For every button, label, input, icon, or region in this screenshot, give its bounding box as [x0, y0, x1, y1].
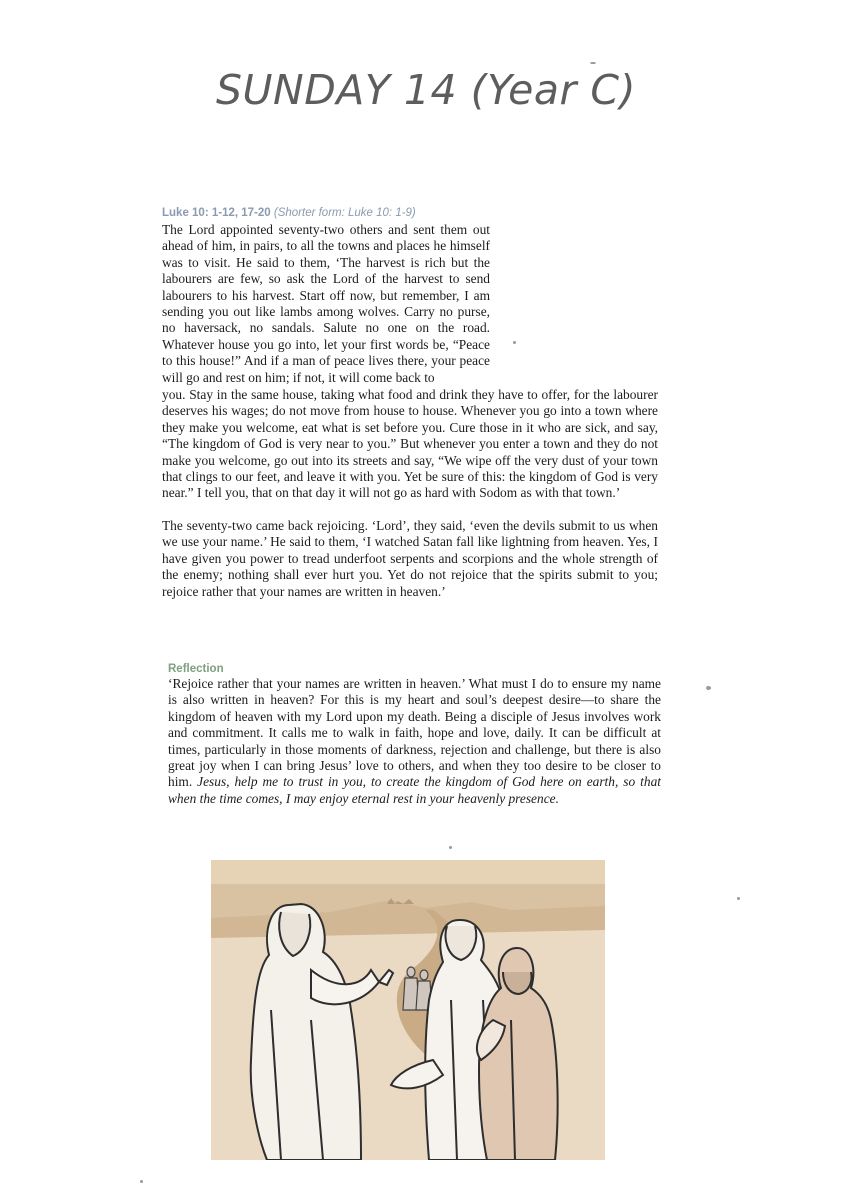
reference-citation: Luke 10: 1-12, 17-20	[162, 207, 271, 219]
scan-speck	[737, 897, 740, 900]
gospel-paragraph-2: you. Stay in the same house, taking what food and drink they have to offer, for the labourer deserves his wages; do not move from house to house. Whenever you go into a town where they make you welcome, eat what is set before you. Cure those in it who are sick, and say, “The kingdom of God is very near to you.” But whenever you enter a town and they do not make you welcome, go out into its streets and say, “We wipe off the very dust of your town that clings to our feet, and leave it with you. Yet be sure of this: the kingdom of God is very near.” I tell you, that on that day it will not go as hard with Sodom as with that town.’	[162, 387, 658, 501]
reflection-text	[168, 676, 661, 807]
jesus-disciples-illustration	[211, 860, 605, 1160]
scan-speck	[590, 62, 596, 64]
gospel-paragraph-1: The Lord appointed seventy-two others and sent them out ahead of him, in pairs, to all the towns and places he himself was to visit. He said to them, ‘The harvest is rich but the labourers are few, so ask the Lord of the harvest to send labourers to his harvest. Start off now, but remember, I am sending you out like lambs among wolves. Carry no purse, no haversack, no sandals. Salute no one on the road. Whatever house you go into, let your first words be, “Peace to this house!” And if a man of peace lives there, your peace will go and rest on him; if not, it will come back to	[162, 222, 490, 385]
gospel-paragraph-3: The seventy-two came back rejoicing. ‘Lord’, they said, ‘even the devils submit to us when we use your name.’ He said to them, ‘I watched Satan fall like lightning from heaven. Yes, I have given you power to tread underfoot serpents and scorpions and the whole strength of the enemy; nothing shall ever hurt you. Yet do not rejoice that the spirits submit to you; rejoice rather that your names are written in heaven.’	[162, 518, 658, 599]
sky-band-light	[211, 860, 605, 884]
shorter-form-note: (Shorter form: Luke 10: 1-9)	[273, 207, 416, 219]
scan-speck	[706, 686, 711, 690]
reflection-heading: Reflection	[168, 663, 224, 675]
scan-speck	[449, 846, 452, 849]
reflection-prayer: Jesus, help me to trust in you, to create the kingdom of God here on earth, so that when the time comes, I may enjoy eternal rest in your heavenly presence.	[168, 774, 661, 806]
gospel-reference	[162, 207, 416, 219]
scan-speck	[513, 341, 516, 344]
page-title: SUNDAY 14 (Year C)	[216, 66, 637, 114]
scan-speck	[140, 1180, 143, 1183]
reflection-body: ‘Rejoice rather that your names are written in heaven.’ What must I do to ensure my name is also written in heaven? For this is my heart and soul’s deepest desire—to share the kingdom of heaven with my Lord upon my death. Being a disciple of Jesus involves work and commitment. It calls me to walk in faith, hope and love, daily. It can be difficult at times, particularly in those moments of darkness, rejection and challenge, but there is also great joy when I can bring Jesus’ love to others, and when they too desire to be closer to him.	[168, 676, 661, 790]
